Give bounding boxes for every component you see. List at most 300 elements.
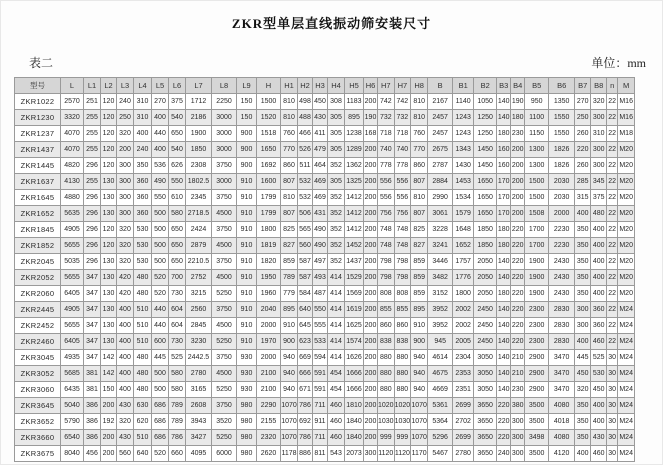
column-header-b-20: B: [428, 78, 453, 94]
model-cell: ZKR3052: [15, 366, 61, 382]
table-cell: 1343: [453, 142, 474, 158]
table-cell: 760: [411, 126, 428, 142]
table-cell: 732: [378, 110, 395, 126]
table-cell: 450: [313, 94, 328, 110]
unit-label: 单位：mm: [591, 56, 646, 70]
table-cell: 22: [607, 318, 618, 334]
table-cell: M20: [618, 174, 635, 190]
model-cell: ZKR3675: [15, 446, 61, 462]
table-cell: 855: [378, 302, 395, 318]
table-cell: 1652: [453, 238, 474, 254]
table-cell: 1650: [474, 206, 497, 222]
table-cell: 3152: [428, 286, 453, 302]
table-cell: 200: [364, 270, 378, 286]
table-cell: 2000: [257, 350, 281, 366]
table-cell: 200: [364, 286, 378, 302]
table-cell: 900: [237, 158, 257, 174]
table-cell: 2900: [525, 366, 549, 382]
table-row: [15, 190, 635, 206]
table-cell: 220: [511, 302, 525, 318]
table-cell: 4070: [61, 142, 84, 158]
table-cell: 200: [364, 350, 378, 366]
table-cell: 1712: [186, 94, 212, 110]
table-row: [15, 414, 635, 430]
table-cell: 1452: [345, 238, 364, 254]
table-caption-bar: [29, 54, 646, 71]
table-cell: 510: [134, 334, 152, 350]
table-cell: 360: [591, 302, 607, 318]
table-cell: 300: [511, 430, 525, 446]
table-cell: 6540: [61, 430, 84, 446]
table-cell: 5790: [61, 414, 84, 430]
table-cell: 130: [101, 206, 117, 222]
table-cell: M24: [618, 446, 635, 462]
table-cell: 686: [152, 398, 169, 414]
table-cell: 880: [378, 382, 395, 398]
model-cell: ZKR1237: [15, 126, 61, 142]
table-cell: 3650: [474, 414, 497, 430]
table-cell: 3750: [212, 398, 237, 414]
table-cell: 930: [237, 382, 257, 398]
column-header-h3-13: H3: [313, 78, 328, 94]
table-row: [15, 318, 635, 334]
table-cell: M24: [618, 334, 635, 350]
table-cell: 3750: [212, 222, 237, 238]
table-cell: 798: [378, 254, 395, 270]
table-cell: 860: [281, 158, 298, 174]
table-row: [15, 110, 635, 126]
table-cell: 140: [497, 270, 511, 286]
table-cell: 1650: [474, 174, 497, 190]
table-cell: 220: [511, 270, 525, 286]
table-cell: 808: [394, 286, 411, 302]
column-header-b8-28: B8: [591, 78, 607, 94]
table-cell: 3446: [428, 254, 453, 270]
table-cell: 200: [364, 414, 378, 430]
table-cell: 940: [281, 382, 298, 398]
table-cell: 192: [101, 414, 117, 430]
table-cell: 430: [117, 398, 134, 414]
table-cell: 4120: [549, 446, 575, 462]
table-cell: 827: [411, 238, 428, 254]
table-row: [15, 302, 635, 318]
table-cell: 1579: [453, 206, 474, 222]
column-header-l6-6: L6: [169, 78, 186, 94]
table-cell: 1700: [525, 222, 549, 238]
table-cell: 859: [411, 270, 428, 286]
table-cell: 120: [101, 126, 117, 142]
table-cell: 2000: [257, 318, 281, 334]
table-cell: 400: [117, 366, 134, 382]
table-cell: 456: [84, 446, 101, 462]
table-cell: 1757: [453, 254, 474, 270]
table-cell: 838: [394, 334, 411, 350]
table-cell: 778: [378, 158, 395, 174]
table-cell: 230: [511, 382, 525, 398]
table-cell: 3750: [212, 302, 237, 318]
table-cell: 748: [378, 222, 395, 238]
table-cell: 1412: [345, 190, 364, 206]
table-cell: 1350: [549, 94, 575, 110]
table-cell: 3470: [549, 382, 575, 398]
model-cell: ZKR2052: [15, 270, 61, 286]
table-cell: 718: [378, 126, 395, 142]
table-cell: 789: [281, 270, 298, 286]
table-cell: 493: [313, 270, 328, 286]
table-cell: 320: [575, 382, 591, 398]
table-cell: 200: [364, 366, 378, 382]
table-cell: 490: [313, 222, 328, 238]
table-cell: 469: [313, 190, 328, 206]
table-cell: 400: [591, 286, 607, 302]
table-cell: 4820: [61, 158, 84, 174]
table-cell: 440: [152, 302, 169, 318]
table-cell: 895: [345, 110, 364, 126]
table-cell: 3650: [474, 430, 497, 446]
table-cell: 350: [575, 222, 591, 238]
table-row: [15, 350, 635, 366]
table-cell: M24: [618, 350, 635, 366]
table-cell: 543: [328, 446, 345, 462]
table-cell: 3470: [549, 350, 575, 366]
table-cell: 320: [117, 238, 134, 254]
table-cell: 980: [237, 414, 257, 430]
table-cell: 386: [84, 398, 101, 414]
table-cell: 445: [575, 350, 591, 366]
table-cell: 530: [134, 222, 152, 238]
table-row: [15, 126, 635, 142]
table-cell: 200: [511, 174, 525, 190]
table-cell: 300: [117, 174, 134, 190]
table-cell: 910: [237, 270, 257, 286]
table-cell: 352: [328, 190, 345, 206]
table-cell: M20: [618, 158, 635, 174]
table-cell: 430: [313, 110, 328, 126]
table-cell: 650: [169, 126, 186, 142]
table-cell: 686: [152, 430, 169, 446]
table-cell: 480: [591, 206, 607, 222]
table-cell: 930: [237, 350, 257, 366]
table-cell: 170: [497, 190, 511, 206]
table-cell: 5250: [212, 430, 237, 446]
table-cell: 360: [134, 206, 152, 222]
table-cell: 2430: [549, 270, 575, 286]
table-cell: 220: [511, 222, 525, 238]
table-cell: 980: [237, 398, 257, 414]
table-cell: 460: [591, 446, 607, 462]
column-header-b6-26: B6: [549, 78, 575, 94]
table-cell: 22: [607, 110, 618, 126]
table-cell: 22: [607, 206, 618, 222]
table-cell: 911: [313, 414, 328, 430]
column-header-h2-12: H2: [298, 78, 313, 94]
table-cell: 160: [497, 158, 511, 174]
table-cell: 3498: [525, 430, 549, 446]
table-cell: 30: [607, 414, 618, 430]
table-cell: 4080: [549, 398, 575, 414]
table-cell: 4669: [428, 382, 453, 398]
table-cell: 1453: [453, 174, 474, 190]
table-cell: 1802.5: [186, 174, 212, 190]
table-cell: 555: [313, 318, 328, 334]
table-cell: M20: [618, 222, 635, 238]
column-header-h4-14: H4: [328, 78, 345, 94]
column-header-l4-4: L4: [134, 78, 152, 94]
table-cell: 4500: [212, 318, 237, 334]
table-cell: 1325: [345, 174, 364, 190]
table-cell: 200: [511, 190, 525, 206]
table-cell: 671: [298, 382, 313, 398]
table-cell: 140: [497, 302, 511, 318]
table-cell: 3500: [525, 414, 549, 430]
table-cell: 3520: [212, 414, 237, 430]
table-cell: 1534: [453, 190, 474, 206]
table-cell: 895: [411, 302, 428, 318]
table-cell: 3241: [428, 238, 453, 254]
table-cell: 2050: [474, 254, 497, 270]
table-cell: 2787: [428, 158, 453, 174]
model-cell: ZKR3645: [15, 398, 61, 414]
table-cell: 756: [378, 206, 395, 222]
table-cell: 827: [281, 238, 298, 254]
table-cell: 1030: [378, 414, 395, 430]
column-header-h6-16: H6: [364, 78, 378, 94]
table-cell: 142: [101, 350, 117, 366]
table-cell: 4018: [549, 414, 575, 430]
table-cell: 120: [101, 222, 117, 238]
table-body: [15, 94, 635, 462]
column-header-h7-18: H7: [394, 78, 411, 94]
table-cell: 587: [298, 254, 313, 270]
table-cell: 22: [607, 286, 618, 302]
table-cell: 200: [101, 446, 117, 462]
table-cell: 895: [281, 302, 298, 318]
table-cell: 352: [328, 238, 345, 254]
table-cell: 2167: [428, 94, 453, 110]
table-cell: 2699: [453, 430, 474, 446]
model-cell: ZKR1437: [15, 142, 61, 158]
table-cell: 740: [378, 142, 395, 158]
table-cell: 3320: [61, 110, 84, 126]
table-cell: 1243: [453, 126, 474, 142]
table-cell: 3061: [428, 206, 453, 222]
table-cell: 660: [169, 446, 186, 462]
table-cell: 692: [298, 414, 313, 430]
table-cell: 5467: [428, 446, 453, 462]
table-cell: 525: [169, 350, 186, 366]
table-cell: 1799: [257, 190, 281, 206]
table-cell: 488: [298, 110, 313, 126]
table-cell: 2442.5: [186, 350, 212, 366]
table-cell: 860: [394, 318, 411, 334]
column-header-l-0: L: [61, 78, 84, 94]
table-cell: 3215: [186, 286, 212, 302]
table-cell: 2450: [474, 318, 497, 334]
table-cell: 2430: [549, 286, 575, 302]
table-cell: 742: [378, 94, 395, 110]
table-cell: 730: [169, 334, 186, 350]
table-cell: 2186: [186, 110, 212, 126]
table-cell: 460: [591, 334, 607, 350]
model-cell: ZKR3045: [15, 350, 61, 366]
column-header-b4-24: B4: [511, 78, 525, 94]
table-cell: 296: [84, 190, 101, 206]
table-cell: 300: [511, 446, 525, 462]
table-cell: 220: [511, 238, 525, 254]
table-cell: 130: [101, 318, 117, 334]
table-cell: 2450: [474, 334, 497, 350]
table-cell: 480: [134, 286, 152, 302]
model-cell: ZKR3060: [15, 382, 61, 398]
table-cell: 1692: [257, 158, 281, 174]
table-cell: 732: [394, 110, 411, 126]
table-cell: 220: [511, 318, 525, 334]
table-cell: 810: [281, 190, 298, 206]
table-cell: 440: [152, 126, 169, 142]
table-cell: 510: [134, 302, 152, 318]
column-header-n-29: n: [607, 78, 618, 94]
table-cell: 900: [237, 142, 257, 158]
table-cell: 1412: [345, 206, 364, 222]
table-cell: 556: [394, 174, 411, 190]
table-cell: 742: [394, 94, 411, 110]
table-cell: 533: [313, 334, 328, 350]
table-cell: 930: [237, 366, 257, 382]
table-cell: 520: [152, 270, 169, 286]
table-cell: 30: [607, 398, 618, 414]
table-cell: 910: [411, 318, 428, 334]
table-cell: 860: [378, 318, 395, 334]
table-cell: 450: [575, 366, 591, 382]
table-cell: 500: [152, 382, 169, 398]
table-cell: 530: [134, 254, 152, 270]
table-row: [15, 94, 635, 110]
table-cell: 1030: [394, 414, 411, 430]
table-cell: 310: [134, 94, 152, 110]
table-cell: 511: [298, 158, 313, 174]
table-cell: 1518: [257, 126, 281, 142]
table-cell: 305: [328, 174, 345, 190]
table-cell: 352: [328, 222, 345, 238]
table-cell: 255: [84, 126, 101, 142]
table-cell: 859: [281, 254, 298, 270]
table-cell: 220: [575, 142, 591, 158]
column-header-l5-5: L5: [152, 78, 169, 94]
table-cell: 1819: [257, 238, 281, 254]
table-cell: 1450: [474, 158, 497, 174]
table-cell: 900: [281, 334, 298, 350]
table-cell: 1500: [525, 190, 549, 206]
table-cell: 584: [298, 286, 313, 302]
table-cell: 200: [364, 190, 378, 206]
table-cell: 460: [328, 430, 345, 446]
table-cell: 1826: [549, 142, 575, 158]
table-cell: 360: [591, 318, 607, 334]
model-cell: ZKR1230: [15, 110, 61, 126]
table-cell: 910: [237, 238, 257, 254]
table-cell: 150: [101, 382, 117, 398]
table-cell: 1648: [453, 222, 474, 238]
table-cell: 594: [313, 350, 328, 366]
model-cell: ZKR1022: [15, 94, 61, 110]
table-cell: 220: [497, 414, 511, 430]
table-cell: 400: [117, 334, 134, 350]
column-header-h1-11: H1: [281, 78, 298, 94]
table-cell: 498: [298, 94, 313, 110]
table-cell: 580: [169, 382, 186, 398]
table-cell: 414: [328, 286, 345, 302]
table-cell: 3500: [525, 398, 549, 414]
table-cell: 420: [117, 286, 134, 302]
table-cell: 450: [591, 382, 607, 398]
table-cell: 623: [298, 334, 313, 350]
table-cell: 2718.5: [186, 206, 212, 222]
table-row: [15, 238, 635, 254]
table-cell: M24: [618, 366, 635, 382]
table-cell: 22: [607, 302, 618, 318]
column-header-h7-17: H7: [378, 78, 395, 94]
table-cell: 532: [298, 174, 313, 190]
table-cell: 386: [84, 430, 101, 446]
table-cell: 120: [101, 94, 117, 110]
table-cell: 859: [411, 286, 428, 302]
table-cell: 300: [364, 446, 378, 462]
table-cell: 260: [575, 126, 591, 142]
table-cell: 760: [281, 126, 298, 142]
table-cell: 807: [281, 174, 298, 190]
table-cell: 300: [591, 142, 607, 158]
table-cell: 2570: [61, 94, 84, 110]
table-cell: 3000: [212, 126, 237, 142]
table-cell: 779: [281, 286, 298, 302]
column-header-b7-27: B7: [575, 78, 591, 94]
table-cell: 910: [237, 174, 257, 190]
table-cell: 140: [497, 334, 511, 350]
table-row: [15, 382, 635, 398]
table-cell: 3750: [212, 190, 237, 206]
table-cell: 4935: [61, 350, 84, 366]
table-cell: 30: [607, 366, 618, 382]
table-cell: 1508: [525, 206, 549, 222]
table-cell: 150: [237, 110, 257, 126]
table-row: [15, 430, 635, 446]
table-cell: 22: [607, 270, 618, 286]
table-cell: 140: [497, 110, 511, 126]
table-cell: 5296: [428, 430, 453, 446]
table-cell: 200: [364, 398, 378, 414]
table-cell: 556: [378, 190, 395, 206]
table-cell: 748: [394, 238, 411, 254]
table-cell: 2073: [345, 446, 364, 462]
table-cell: 300: [575, 302, 591, 318]
table-cell: 411: [313, 126, 328, 142]
table-cell: 855: [394, 302, 411, 318]
table-cell: 22: [607, 238, 618, 254]
table-cell: 500: [152, 206, 169, 222]
table-cell: 640: [298, 302, 313, 318]
table-cell: 130: [101, 190, 117, 206]
table-cell: 414: [328, 270, 345, 286]
table-cell: 1820: [257, 254, 281, 270]
table-cell: 1250: [474, 110, 497, 126]
table-cell: 414: [328, 334, 345, 350]
table-cell: 260: [575, 158, 591, 174]
table-cell: 1070: [411, 430, 428, 446]
table-cell: 940: [281, 366, 298, 382]
table-cell: 190: [364, 110, 378, 126]
table-cell: 352: [328, 254, 345, 270]
table-cell: 2900: [525, 350, 549, 366]
